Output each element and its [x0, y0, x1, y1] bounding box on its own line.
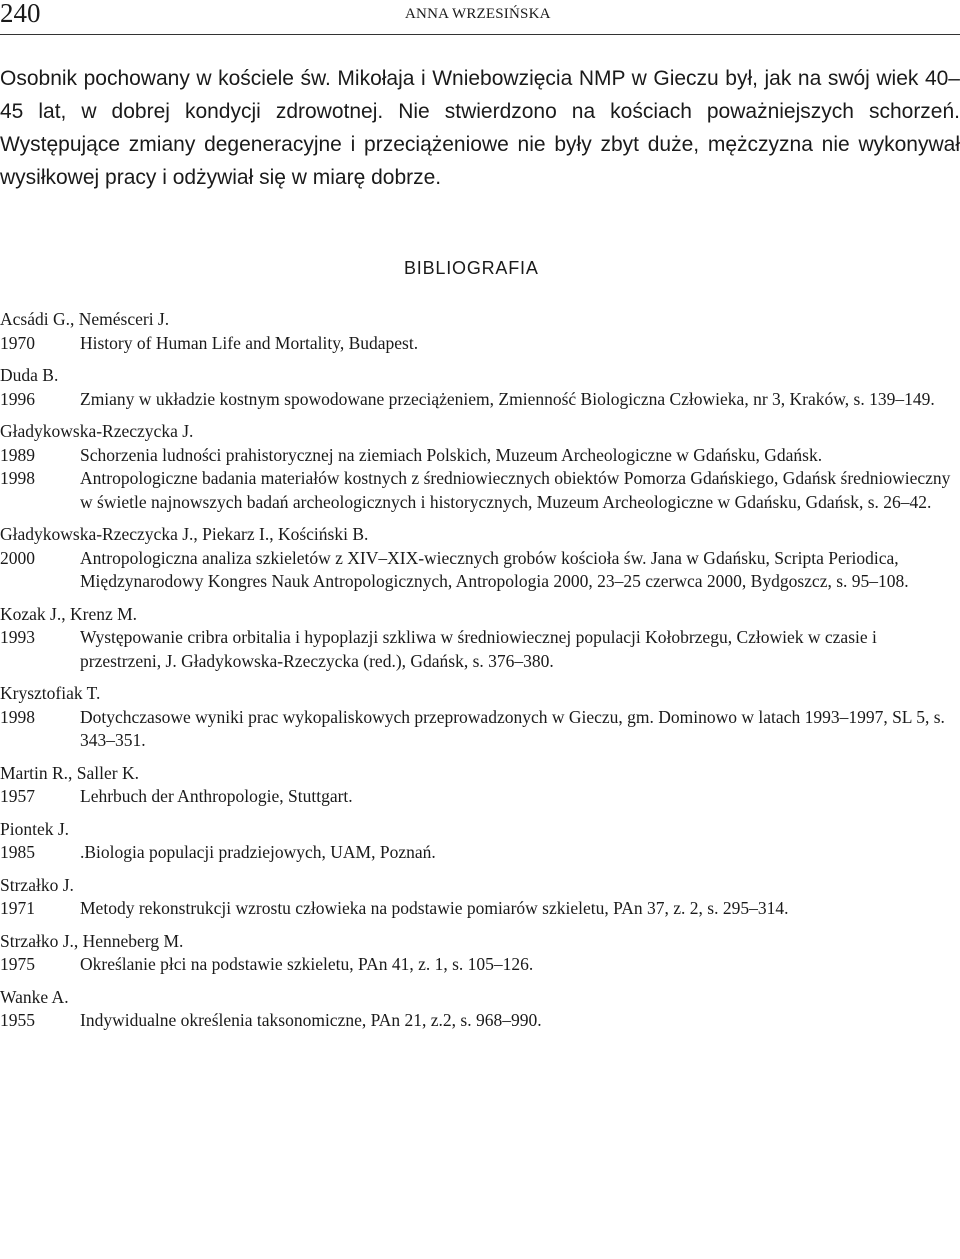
bibliography-description: Lehrbuch der Anthropologie, Stuttgart.: [80, 786, 353, 806]
bibliography-work: [0, 547, 955, 594]
page-number: 240: [0, 0, 41, 28]
bibliography-year: 2000: [0, 547, 35, 568]
bibliography-entry: [0, 874, 955, 921]
bibliography-description: Metody rekonstrukcji wzrostu człowieka na podstawie pomiarów szkieletu, PAn 37, z. 2, s. 295–314.: [80, 898, 789, 918]
bibliography-entry: [0, 364, 955, 411]
bibliography-work: [0, 785, 955, 809]
bibliography-description: Antropologiczna analiza szkieletów z XIV–XIX-wiecznych grobów kościoła św. Jana w Gdańsku, Scripta Periodica, Międzynarodowy Kongres Nauk Antropologicznych, Antropologia 2000, 23–25 czerwca 2000, Bydgoszcz, s. 95–108.: [80, 547, 909, 591]
bibliography-author: Strzałko J., Henneberg M.: [0, 930, 184, 951]
bibliography-author: Wanke A.: [0, 986, 69, 1007]
running-title: ANNA WRZESIŃSKA: [405, 6, 551, 22]
bibliography-entry: [0, 603, 955, 674]
bibliography-list: [0, 308, 955, 1033]
bibliography-work: [0, 706, 955, 753]
bibliography-description: Schorzenia ludności prahistorycznej na ziemiach Polskich, Muzeum Archeologiczne w Gdańsku, Gdańsk.: [80, 444, 823, 465]
bibliography-description: Określanie płci na podstawie szkieletu, PAn 41, z. 1, s. 105–126.: [80, 954, 534, 974]
bibliography-author: Krysztofiak T.: [0, 683, 101, 703]
body-paragraph: Osobnik pochowany w kościele św. Mikołaja i Wniebowzięcia NMP w Gieczu był, jak na swój wiek 40–45 lat, w dobrej kondycji zdrowotnej. Nie stwierdzono na kościach poważniejszych schorzeń. Występujące zmiany degeneracyjne i przeciążeniowe nie były zbyt duże, mężczyzna nie wykonywał wysiłkowej pracy i odżywiał się w miarę dobrze.: [0, 67, 960, 189]
bibliography-author: Gładykowska-Rzeczycka J., Piekarz I., Kościński B.: [0, 524, 369, 544]
bibliography-description: Antropologiczne badania materiałów kostnych z średniowiecznych obiektów Pomorza Gdańskiego, Gdańsk średniowieczny w świetle najnowszych badań archeologicznych i historycznych, Muzeum Archeologiczne w Gdańsku, Gdańsk, s. 26–42.: [80, 468, 951, 512]
bibliography-work: [0, 1009, 955, 1033]
bibliography-work: [0, 841, 955, 865]
bibliography-entry: [0, 523, 955, 594]
bibliography-entry: [0, 420, 955, 514]
bibliography-description: .Biologia populacji pradziejowych, UAM, Poznań.: [80, 842, 436, 862]
bibliography-author: Kozak J., Krenz M.: [0, 603, 138, 624]
bibliography-year: 1957: [0, 786, 35, 806]
bibliography-author: Gładykowska-Rzeczycka J.: [0, 421, 194, 441]
bibliography-year: 1998: [0, 706, 35, 727]
bibliography-author: Martin R., Saller K.: [0, 762, 140, 783]
bibliography-entry: [0, 762, 955, 809]
bibliography-work: [0, 388, 955, 412]
bibliography-year: 1996: [0, 388, 35, 409]
bibliography-work: [0, 897, 955, 921]
header-rule: [0, 34, 960, 35]
bibliography-description: History of Human Life and Mortality, Budapest.: [80, 332, 419, 353]
bibliography-work: [0, 332, 955, 356]
bibliography-year: 1971: [0, 898, 35, 918]
bibliography-year: 1975: [0, 954, 35, 974]
bibliography-author: Duda B.: [0, 365, 59, 385]
bibliography-description: Występowanie cribra orbitalia i hypoplazji szkliwa w średniowiecznej populacji Kołobrzegu, Człowiek w czasie i przestrzeni, J. Gładykowska-Rzeczycka (red.), Gdańsk, s. 376–380.: [80, 627, 877, 671]
bibliography-entry: [0, 682, 955, 753]
bibliography-author: Acsádi G., Nemésceri J.: [0, 309, 170, 329]
bibliography-year: 1955: [0, 1010, 35, 1030]
bibliography-year: 1970: [0, 332, 35, 353]
bibliography-heading: BIBLIOGRAFIA: [404, 258, 539, 278]
bibliography-author: Piontek J.: [0, 818, 70, 839]
bibliography-author: Strzałko J.: [0, 874, 74, 895]
bibliography-entry: [0, 930, 955, 977]
bibliography-description: Zmiany w układzie kostnym spowodowane przeciążeniem, Zmienność Biologiczna Człowieka, nr 3, Kraków, s. 139–149.: [80, 388, 935, 409]
bibliography-description: Dotychczasowe wyniki prac wykopaliskowych przeprowadzonych w Gieczu, gm. Dominowo w latach 1993–1997, SL 5, s. 343–351.: [80, 706, 945, 750]
bibliography-year: 1989: [0, 444, 35, 465]
bibliography-year: 1998: [0, 468, 35, 488]
bibliography-work: [0, 444, 955, 468]
bibliography-work: [0, 467, 955, 514]
bibliography-entry: [0, 308, 955, 355]
bibliography-entry: [0, 986, 955, 1033]
bibliography-description: Indywidualne określenia taksonomiczne, PAn 21, z.2, s. 968–990.: [80, 1010, 542, 1030]
bibliography-work: [0, 953, 955, 977]
running-header: [0, 0, 960, 40]
bibliography-year: 1993: [0, 627, 35, 647]
bibliography-work: [0, 626, 955, 673]
bibliography-entry: [0, 818, 955, 865]
bibliography-year: 1985: [0, 842, 35, 862]
